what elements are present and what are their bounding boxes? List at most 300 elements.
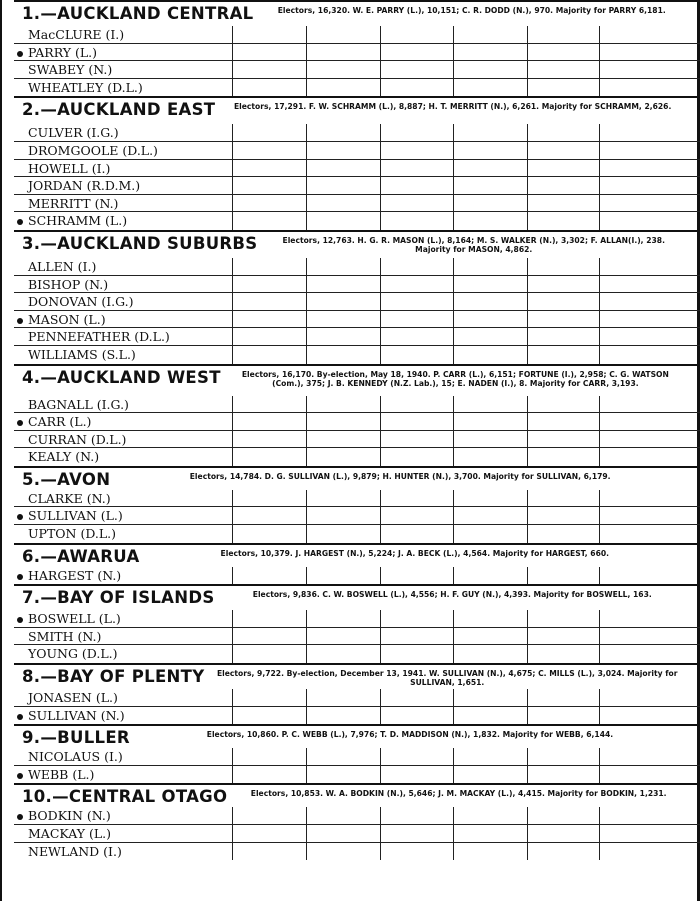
- blank-tally-cell[interactable]: [306, 748, 380, 765]
- blank-tally-cell[interactable]: [306, 396, 380, 413]
- blank-tally-cell[interactable]: [453, 177, 527, 194]
- blank-tally-cell[interactable]: [453, 311, 527, 328]
- candidate-name-cell: [14, 766, 232, 784]
- blank-tally-cell[interactable]: [232, 431, 306, 448]
- blank-tally-cell[interactable]: [599, 26, 682, 43]
- blank-tally-cell[interactable]: [599, 44, 682, 61]
- candidate-name: PENNEFATHER (D.L.): [28, 329, 170, 345]
- blank-tally-cell[interactable]: [527, 413, 599, 430]
- electorate-section: [14, 663, 700, 724]
- blank-tally-cell[interactable]: [527, 807, 599, 824]
- candidate-row: [14, 645, 700, 663]
- blank-tally-cell[interactable]: [527, 311, 599, 328]
- blank-tally-cell[interactable]: [453, 610, 527, 627]
- blank-tally-cell[interactable]: [306, 79, 380, 97]
- blank-tally-cell[interactable]: [232, 748, 306, 765]
- candidate-row: [14, 26, 700, 44]
- blank-tally-cell[interactable]: [453, 79, 527, 97]
- electorate-title: 3.—AUCKLAND SUBURBS: [22, 233, 258, 253]
- blank-tally-cell[interactable]: [527, 748, 599, 765]
- candidate-name-cell: [14, 396, 232, 413]
- blank-tally-cell[interactable]: [380, 195, 453, 212]
- electorate-header: [14, 545, 700, 567]
- candidate-row: [14, 160, 700, 178]
- electorate-section: [14, 466, 700, 543]
- candidate-name-cell: [14, 293, 232, 310]
- blank-tally-cell[interactable]: [306, 293, 380, 310]
- blank-tally-cell[interactable]: [599, 396, 682, 413]
- blank-tally-cell[interactable]: [306, 160, 380, 177]
- blank-tally-cell[interactable]: [380, 142, 453, 159]
- blank-tally-cell[interactable]: [380, 490, 453, 507]
- candidate-row: [14, 689, 700, 707]
- blank-tally-cell[interactable]: [232, 276, 306, 293]
- blank-tally-cell[interactable]: [232, 448, 306, 466]
- blank-tally-cell[interactable]: [527, 212, 599, 230]
- electorate-section: [14, 543, 700, 585]
- candidate-name-cell: [14, 346, 232, 364]
- blank-tally-cell[interactable]: [380, 825, 453, 842]
- blank-tally-cell[interactable]: [232, 843, 306, 861]
- blank-tally-cell[interactable]: [453, 124, 527, 141]
- blank-tally-cell[interactable]: [599, 195, 682, 212]
- blank-tally-cell[interactable]: [453, 413, 527, 430]
- blank-tally-cell[interactable]: [453, 276, 527, 293]
- blank-tally-cell[interactable]: [380, 293, 453, 310]
- blank-tally-cell[interactable]: [380, 707, 453, 725]
- blank-tally-cell[interactable]: [380, 689, 453, 706]
- blank-tally-cell[interactable]: [306, 44, 380, 61]
- blank-tally-cell[interactable]: [453, 645, 527, 663]
- blank-tally-cell[interactable]: [599, 311, 682, 328]
- blank-tally-cell[interactable]: [380, 448, 453, 466]
- blank-tally-cell[interactable]: [527, 707, 599, 725]
- candidate-name: NICOLAUS (I.): [28, 749, 123, 765]
- blank-tally-cell[interactable]: [599, 610, 682, 627]
- blank-tally-cell[interactable]: [380, 311, 453, 328]
- elected-bullet-icon: [17, 318, 23, 324]
- candidate-name-cell: [14, 610, 232, 627]
- blank-tally-cell[interactable]: [527, 396, 599, 413]
- blank-tally-cell[interactable]: [453, 628, 527, 645]
- blank-tally-cell[interactable]: [527, 346, 599, 364]
- blank-tally-cell[interactable]: [306, 177, 380, 194]
- blank-tally-cell[interactable]: [527, 142, 599, 159]
- blank-tally-cell[interactable]: [306, 258, 380, 275]
- blank-tally-cell[interactable]: [232, 825, 306, 842]
- electorate-header: [14, 468, 700, 490]
- candidate-name-cell: [14, 160, 232, 177]
- blank-tally-cell[interactable]: [599, 448, 682, 466]
- blank-tally-cell[interactable]: [306, 567, 380, 585]
- blank-tally-cell[interactable]: [599, 689, 682, 706]
- blank-tally-cell[interactable]: [306, 707, 380, 725]
- elected-bullet-icon: [17, 574, 23, 580]
- candidate-name: KEALY (N.): [28, 449, 100, 465]
- electorate-section: [14, 783, 700, 860]
- blank-tally-cell[interactable]: [599, 507, 682, 524]
- candidate-name: UPTON (D.L.): [28, 526, 117, 542]
- electorate-title: 4.—AUCKLAND WEST: [22, 367, 221, 387]
- blank-tally-cell[interactable]: [232, 26, 306, 43]
- candidate-name: DROMGOOLE (D.L.): [28, 142, 158, 158]
- blank-tally-cell[interactable]: [306, 124, 380, 141]
- blank-tally-cell[interactable]: [232, 212, 306, 230]
- candidate-name: CLARKE (N.): [28, 490, 111, 506]
- blank-tally-cell[interactable]: [599, 807, 682, 824]
- blank-tally-cell[interactable]: [232, 525, 306, 543]
- blank-tally-cell[interactable]: [232, 707, 306, 725]
- elected-bullet-icon: [17, 420, 23, 426]
- blank-tally-cell[interactable]: [380, 79, 453, 97]
- blank-tally-cell[interactable]: [453, 825, 527, 842]
- blank-tally-cell[interactable]: [599, 766, 682, 784]
- blank-tally-cell[interactable]: [380, 160, 453, 177]
- candidate-name-cell: [14, 431, 232, 448]
- blank-tally-cell[interactable]: [380, 807, 453, 824]
- blank-tally-cell[interactable]: [599, 431, 682, 448]
- blank-tally-cell[interactable]: [232, 346, 306, 364]
- blank-tally-cell[interactable]: [232, 507, 306, 524]
- blank-tally-cell[interactable]: [527, 448, 599, 466]
- candidate-name-cell: [14, 807, 232, 824]
- blank-tally-cell[interactable]: [599, 142, 682, 159]
- blank-tally-cell[interactable]: [306, 431, 380, 448]
- blank-tally-cell[interactable]: [232, 807, 306, 824]
- candidate-name-cell: [14, 825, 232, 842]
- candidate-name: BAGNALL (I.G.): [28, 396, 129, 412]
- blank-tally-cell[interactable]: [306, 328, 380, 345]
- candidate-name: HOWELL (I.): [28, 160, 111, 176]
- electorate-title: 2.—AUCKLAND EAST: [22, 100, 216, 120]
- candidate-name-cell: [14, 707, 232, 725]
- electorate-title: 6.—AWARUA: [22, 546, 140, 566]
- candidate-row: [14, 766, 700, 784]
- blank-tally-cell[interactable]: [232, 311, 306, 328]
- blank-tally-cell[interactable]: [306, 212, 380, 230]
- blank-tally-cell[interactable]: [599, 293, 682, 310]
- blank-tally-cell[interactable]: [599, 413, 682, 430]
- electorate-result-summary: Electors, 16,320. W. E. PARRY (L.), 10,151; C. R. DODD (N.), 970. Majority for PARRY 6,181.: [277, 6, 666, 15]
- blank-tally-cell[interactable]: [380, 766, 453, 784]
- candidate-name-cell: [14, 628, 232, 645]
- candidate-name: JORDAN (R.D.M.): [28, 178, 141, 194]
- blank-tally-cell[interactable]: [306, 195, 380, 212]
- blank-tally-cell[interactable]: [232, 610, 306, 627]
- blank-tally-cell[interactable]: [527, 628, 599, 645]
- blank-tally-cell[interactable]: [527, 825, 599, 842]
- blank-tally-cell[interactable]: [380, 431, 453, 448]
- candidate-row: [14, 825, 700, 843]
- blank-tally-cell[interactable]: [306, 610, 380, 627]
- blank-tally-cell[interactable]: [232, 689, 306, 706]
- blank-tally-cell[interactable]: [306, 448, 380, 466]
- blank-tally-cell[interactable]: [527, 79, 599, 97]
- blank-tally-cell[interactable]: [306, 142, 380, 159]
- blank-tally-cell[interactable]: [527, 766, 599, 784]
- blank-tally-cell[interactable]: [380, 567, 453, 585]
- blank-tally-cell[interactable]: [232, 258, 306, 275]
- candidate-row: [14, 212, 700, 230]
- blank-tally-cell[interactable]: [599, 748, 682, 765]
- blank-tally-cell[interactable]: [453, 258, 527, 275]
- candidate-name-cell: [14, 689, 232, 706]
- blank-tally-cell[interactable]: [306, 628, 380, 645]
- candidate-name: WEBB (L.): [28, 766, 95, 782]
- candidate-name: HARGEST (N.): [28, 567, 122, 583]
- blank-tally-cell[interactable]: [527, 507, 599, 524]
- blank-tally-cell[interactable]: [453, 766, 527, 784]
- candidate-name: MASON (L.): [28, 311, 106, 327]
- blank-tally-cell[interactable]: [380, 44, 453, 61]
- elected-bullet-icon: [17, 714, 23, 720]
- blank-tally-cell[interactable]: [527, 160, 599, 177]
- electorate-result-summary: Electors, 9,722. By-election, December 13, 1941. W. SULLIVAN (N.), 4,675; C. MILLS (L.), 3,024. Majority for SULLIVAN, 1,651.: [216, 669, 678, 688]
- electorate-title: 8.—BAY OF PLENTY: [22, 667, 205, 687]
- blank-tally-cell[interactable]: [306, 26, 380, 43]
- candidate-name-cell: [14, 79, 232, 97]
- blank-tally-cell[interactable]: [306, 490, 380, 507]
- blank-tally-cell[interactable]: [599, 628, 682, 645]
- blank-tally-cell[interactable]: [527, 258, 599, 275]
- candidate-row: [14, 610, 700, 628]
- blank-tally-cell[interactable]: [453, 396, 527, 413]
- electorate-header: [14, 665, 700, 689]
- candidate-name: BISHOP (N.): [28, 276, 109, 292]
- blank-tally-cell[interactable]: [380, 346, 453, 364]
- blank-tally-cell[interactable]: [527, 689, 599, 706]
- blank-tally-cell[interactable]: [380, 396, 453, 413]
- candidate-row: [14, 628, 700, 646]
- electorate-header: [14, 366, 700, 396]
- blank-tally-cell[interactable]: [380, 124, 453, 141]
- blank-tally-cell[interactable]: [527, 61, 599, 78]
- blank-tally-cell[interactable]: [232, 628, 306, 645]
- candidate-row: [14, 79, 700, 97]
- blank-tally-cell[interactable]: [232, 328, 306, 345]
- blank-tally-cell[interactable]: [527, 293, 599, 310]
- electorate-section: [14, 364, 700, 466]
- blank-tally-cell[interactable]: [306, 507, 380, 524]
- blank-tally-cell[interactable]: [306, 311, 380, 328]
- blank-tally-cell[interactable]: [380, 507, 453, 524]
- blank-tally-cell[interactable]: [232, 177, 306, 194]
- blank-tally-cell[interactable]: [232, 44, 306, 61]
- blank-tally-cell[interactable]: [232, 160, 306, 177]
- blank-tally-cell[interactable]: [453, 490, 527, 507]
- blank-tally-cell[interactable]: [599, 276, 682, 293]
- electorate-section: [14, 230, 700, 364]
- blank-tally-cell[interactable]: [232, 124, 306, 141]
- candidate-name-cell: [14, 328, 232, 345]
- blank-tally-cell[interactable]: [380, 525, 453, 543]
- blank-tally-cell[interactable]: [380, 328, 453, 345]
- blank-tally-cell[interactable]: [232, 766, 306, 784]
- candidate-name-cell: [14, 61, 232, 78]
- blank-tally-cell[interactable]: [380, 26, 453, 43]
- blank-tally-cell[interactable]: [527, 843, 599, 861]
- blank-tally-cell[interactable]: [380, 177, 453, 194]
- blank-tally-cell[interactable]: [599, 160, 682, 177]
- blank-tally-cell[interactable]: [232, 413, 306, 430]
- blank-tally-cell[interactable]: [380, 212, 453, 230]
- blank-tally-cell[interactable]: [453, 525, 527, 543]
- elected-bullet-icon: [17, 514, 23, 520]
- candidate-name-cell: [14, 567, 232, 585]
- blank-tally-cell[interactable]: [599, 177, 682, 194]
- candidate-name-cell: [14, 843, 232, 861]
- electorate-section: [14, 0, 700, 96]
- blank-tally-cell[interactable]: [232, 293, 306, 310]
- blank-tally-cell[interactable]: [453, 328, 527, 345]
- candidate-row: [14, 431, 700, 449]
- candidate-row: [14, 44, 700, 62]
- candidate-row: [14, 507, 700, 525]
- candidate-name: DONOVAN (I.G.): [28, 294, 134, 310]
- blank-tally-cell[interactable]: [599, 843, 682, 861]
- blank-tally-cell[interactable]: [527, 645, 599, 663]
- blank-tally-cell[interactable]: [306, 61, 380, 78]
- blank-tally-cell[interactable]: [599, 346, 682, 364]
- elected-bullet-icon: [17, 219, 23, 225]
- blank-tally-cell[interactable]: [453, 212, 527, 230]
- candidate-name-cell: [14, 124, 232, 141]
- blank-tally-cell[interactable]: [453, 26, 527, 43]
- candidate-name-cell: [14, 490, 232, 507]
- blank-tally-cell[interactable]: [453, 431, 527, 448]
- candidate-name: MacCLURE (I.): [28, 27, 125, 42]
- blank-tally-cell[interactable]: [527, 276, 599, 293]
- blank-tally-cell[interactable]: [599, 212, 682, 230]
- blank-tally-cell[interactable]: [380, 258, 453, 275]
- blank-tally-cell[interactable]: [599, 490, 682, 507]
- blank-tally-cell[interactable]: [599, 707, 682, 725]
- candidate-name-cell: [14, 413, 232, 430]
- candidate-name-cell: [14, 525, 232, 543]
- electorate-result-summary: Electors, 10,860. P. C. WEBB (L.), 7,976; T. D. MADDISON (N.), 1,832. Majority for WEBB, 6,144.: [206, 730, 614, 740]
- candidate-name-cell: [14, 276, 232, 293]
- candidate-name-cell: [14, 195, 232, 212]
- blank-tally-cell[interactable]: [232, 79, 306, 97]
- blank-tally-cell[interactable]: [380, 628, 453, 645]
- blank-tally-cell[interactable]: [232, 142, 306, 159]
- elected-bullet-icon: [17, 773, 23, 779]
- blank-tally-cell[interactable]: [527, 195, 599, 212]
- blank-tally-cell[interactable]: [306, 645, 380, 663]
- left-border: [0, 0, 2, 901]
- blank-tally-cell[interactable]: [453, 567, 527, 585]
- elected-bullet-icon: [17, 51, 23, 57]
- blank-tally-cell[interactable]: [232, 490, 306, 507]
- blank-tally-cell[interactable]: [306, 276, 380, 293]
- blank-tally-cell[interactable]: [380, 276, 453, 293]
- electorate-section: [14, 584, 700, 663]
- blank-tally-cell[interactable]: [527, 525, 599, 543]
- blank-tally-cell[interactable]: [306, 413, 380, 430]
- blank-tally-cell[interactable]: [380, 748, 453, 765]
- blank-tally-cell[interactable]: [527, 44, 599, 61]
- blank-tally-cell[interactable]: [306, 766, 380, 784]
- blank-tally-cell[interactable]: [453, 507, 527, 524]
- candidate-name: YOUNG (D.L.): [28, 646, 118, 662]
- blank-tally-cell[interactable]: [380, 645, 453, 663]
- blank-tally-cell[interactable]: [527, 490, 599, 507]
- blank-tally-cell[interactable]: [380, 610, 453, 627]
- blank-tally-cell[interactable]: [453, 689, 527, 706]
- blank-tally-cell[interactable]: [453, 160, 527, 177]
- electorate-title: 1.—AUCKLAND CENTRAL: [22, 4, 254, 23]
- electorate-title: 5.—AVON: [22, 469, 111, 489]
- blank-tally-cell[interactable]: [306, 346, 380, 364]
- electorate-header: [14, 232, 700, 258]
- blank-tally-cell[interactable]: [380, 843, 453, 861]
- blank-tally-cell[interactable]: [306, 807, 380, 824]
- blank-tally-cell[interactable]: [232, 61, 306, 78]
- blank-tally-cell[interactable]: [527, 26, 599, 43]
- candidate-name: SWABEY (N.): [28, 62, 113, 78]
- blank-tally-cell[interactable]: [599, 79, 682, 97]
- blank-tally-cell[interactable]: [527, 431, 599, 448]
- blank-tally-cell[interactable]: [306, 825, 380, 842]
- blank-tally-cell[interactable]: [453, 707, 527, 725]
- blank-tally-cell[interactable]: [232, 645, 306, 663]
- blank-tally-cell[interactable]: [599, 645, 682, 663]
- blank-tally-cell[interactable]: [599, 525, 682, 543]
- blank-tally-cell[interactable]: [527, 177, 599, 194]
- blank-tally-cell[interactable]: [527, 124, 599, 141]
- blank-tally-cell[interactable]: [599, 328, 682, 345]
- candidate-row: [14, 61, 700, 79]
- blank-tally-cell[interactable]: [453, 448, 527, 466]
- blank-tally-cell[interactable]: [232, 396, 306, 413]
- blank-tally-cell[interactable]: [232, 195, 306, 212]
- blank-tally-cell[interactable]: [599, 61, 682, 78]
- blank-tally-cell[interactable]: [453, 748, 527, 765]
- blank-tally-cell[interactable]: [599, 124, 682, 141]
- blank-tally-cell[interactable]: [527, 328, 599, 345]
- electorate-header: [14, 98, 700, 124]
- electorate-section: [14, 724, 700, 783]
- blank-tally-cell[interactable]: [453, 807, 527, 824]
- electorate-header: [14, 785, 700, 807]
- blank-tally-cell[interactable]: [599, 258, 682, 275]
- blank-tally-cell[interactable]: [599, 825, 682, 842]
- blank-tally-cell[interactable]: [232, 567, 306, 585]
- candidate-row: [14, 490, 700, 508]
- blank-tally-cell[interactable]: [527, 567, 599, 585]
- blank-tally-cell[interactable]: [453, 346, 527, 364]
- blank-tally-cell[interactable]: [453, 195, 527, 212]
- blank-tally-cell[interactable]: [453, 142, 527, 159]
- blank-tally-cell[interactable]: [599, 567, 682, 585]
- blank-tally-cell[interactable]: [453, 293, 527, 310]
- blank-tally-cell[interactable]: [453, 843, 527, 861]
- electorate-result-summary: Electors, 17,291. F. W. SCHRAMM (L.), 8,887; H. T. MERRITT (N.), 6,261. Majority for SCHRAMM, 2,626.: [233, 102, 672, 112]
- blank-tally-cell[interactable]: [380, 61, 453, 78]
- candidate-name-cell: [14, 507, 232, 524]
- blank-tally-cell[interactable]: [306, 689, 380, 706]
- blank-tally-cell[interactable]: [306, 843, 380, 861]
- blank-tally-cell[interactable]: [453, 44, 527, 61]
- blank-tally-cell[interactable]: [380, 413, 453, 430]
- elected-bullet-icon: [17, 617, 23, 623]
- blank-tally-cell[interactable]: [306, 525, 380, 543]
- blank-tally-cell[interactable]: [527, 610, 599, 627]
- blank-tally-cell[interactable]: [453, 61, 527, 78]
- candidate-row: [14, 293, 700, 311]
- candidate-name: SCHRAMM (L.): [28, 213, 128, 229]
- candidate-name-cell: [14, 212, 232, 230]
